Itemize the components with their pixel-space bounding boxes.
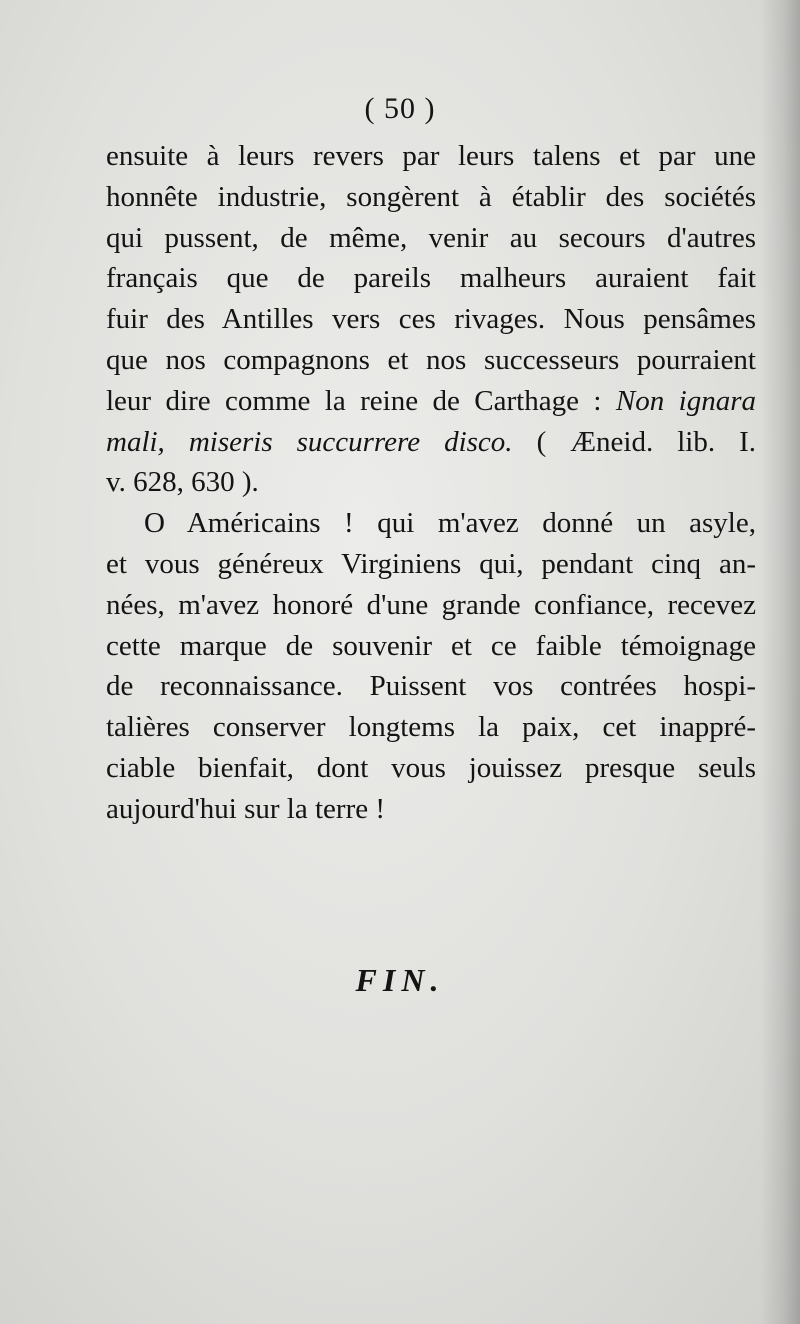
text-line: mali, miseris succurrere disco. ( Æneid. lib. I. [106, 425, 756, 458]
text-line: ensuite à leurs revers par leurs talens et par une [106, 140, 756, 172]
text-line: de reconnaissance. Puissent vos contrées hospi- [106, 670, 756, 703]
text-line: que nos compagnons et nos successeurs pourraient [106, 343, 756, 376]
body-text [106, 136, 756, 830]
text-line: talières conserver longtems la paix, cet inappré- [106, 711, 756, 744]
latin-quote: mali, miseris succurrere disco. [106, 425, 513, 458]
end-mark: FIN. [355, 962, 445, 998]
text-line: qui pussent, de même, venir au secours d'autres [106, 221, 756, 254]
text-line: aujourd'hui sur la terre ! [106, 792, 386, 825]
text-line: v. 628, 630 ). [106, 466, 259, 499]
text-line: O Américains ! qui m'avez donné un asyle, [144, 507, 756, 540]
text-line: nées, m'avez honoré d'une grande confiance, recevez [106, 588, 756, 621]
text-line: cette marque de souvenir et ce faible témoignage [106, 629, 756, 662]
text-line: ciable bienfait, dont vous jouissez presque seuls [106, 751, 756, 784]
text-line: français que de pareils malheurs auraient fait [106, 262, 756, 295]
text-line: fuir des Antilles vers ces rivages. Nous pensâmes [106, 303, 756, 336]
text-line: leur dire comme la reine de Carthage : Non ignara [106, 384, 756, 417]
page-number: ( 50 ) [364, 92, 436, 125]
page-edge-shadow [760, 0, 800, 1324]
latin-quote: Non ignara [615, 384, 756, 417]
text-line: honnête industrie, songèrent à établir des sociétés [106, 180, 756, 213]
text-line: et vous généreux Virginiens qui, pendant cinq an- [106, 547, 756, 580]
